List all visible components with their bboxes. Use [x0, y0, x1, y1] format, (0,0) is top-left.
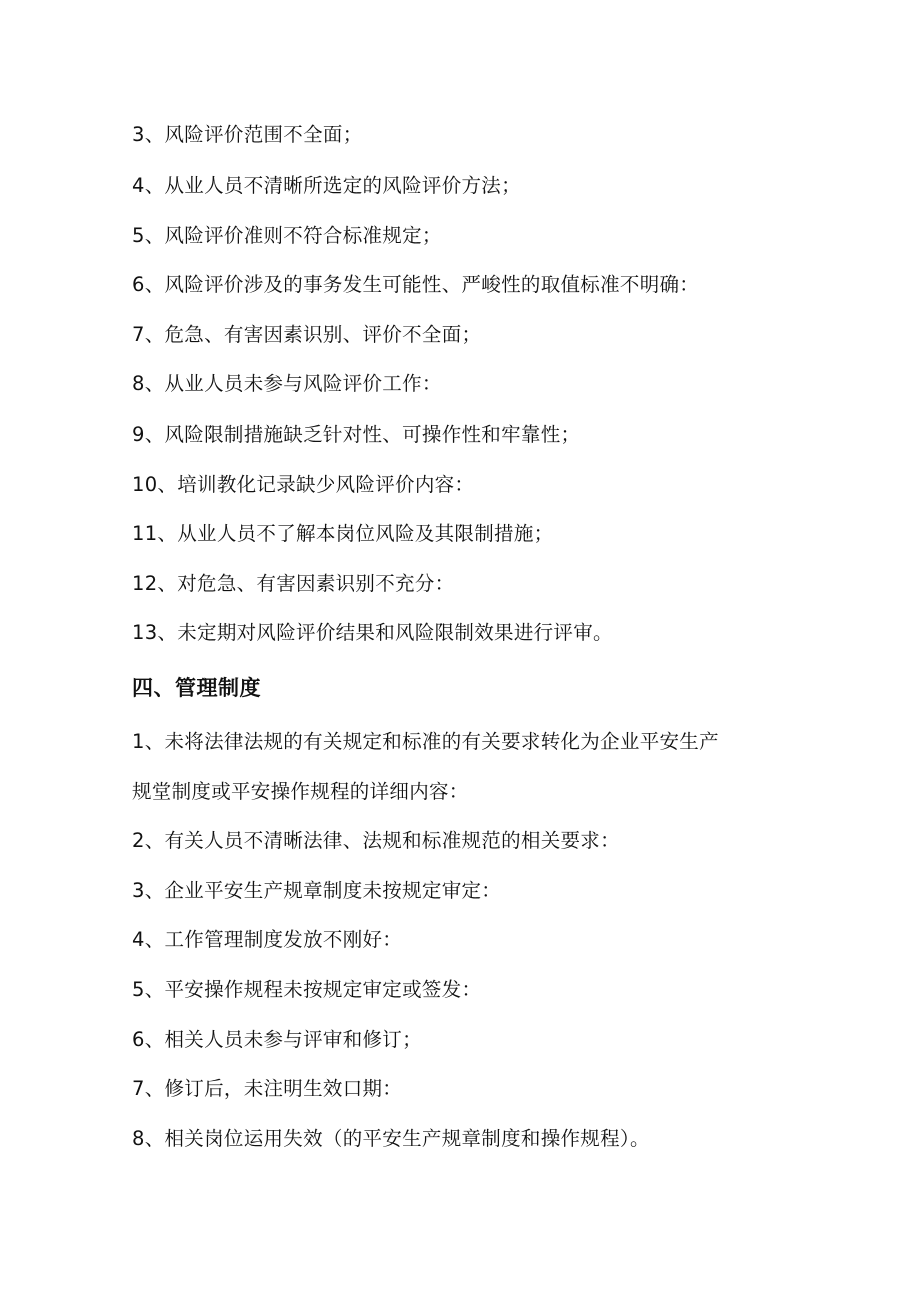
list-item: 13、未定期对风险评价结果和风险限制效果进行评审。	[132, 621, 613, 644]
list-item: 4、从业人员不清晰所选定的风险评价方法；	[132, 174, 521, 197]
section-heading: 四、管理制度	[132, 676, 261, 700]
list-item: 5、风险评价准则不符合标准规定；	[132, 224, 442, 247]
list-item: 3、风险评价范围不全面；	[132, 123, 363, 146]
list-item: 1、未将法律法规的有关规定和标准的有关要求转化为企业平安生产	[132, 730, 719, 753]
list-item: 4、工作管理制度发放不刚好：	[132, 928, 403, 951]
list-item: 6、相关人员未参与评审和修订；	[132, 1028, 422, 1051]
list-item: 6、风险评价涉及的事务发生可能性、严峻性的取值标准不明确：	[132, 273, 700, 296]
list-item: 3、企业平安生产规章制度未按规定审定：	[132, 879, 502, 902]
list-item: 10、培训教化记录缺少风险评价内容：	[132, 473, 475, 496]
list-item: 8、相关岗位运用失效（的平安生产规章制度和操作规程）。	[132, 1127, 650, 1150]
list-item: 11、从业人员不了解本岗位风险及其限制措施；	[132, 522, 554, 545]
list-item: 8、从业人员未参与风险评价工作：	[132, 372, 442, 395]
list-item: 2、有关人员不清晰法律、法规和标准规范的相关要求：	[132, 829, 620, 852]
list-item: 规堂制度或平安操作规程的详细内容：	[132, 780, 469, 803]
list-item: 5、平安操作规程未按规定审定或签发：	[132, 978, 482, 1001]
list-item: 12、对危急、有害因素识别不充分：	[132, 572, 455, 595]
list-item: 7、修订后，未注明生效口期：	[132, 1077, 403, 1100]
list-item: 9、风险限制措施缺乏针对性、可操作性和牢靠性；	[132, 423, 581, 446]
list-item: 7、危急、有害因素识别、评价不全面；	[132, 323, 482, 346]
